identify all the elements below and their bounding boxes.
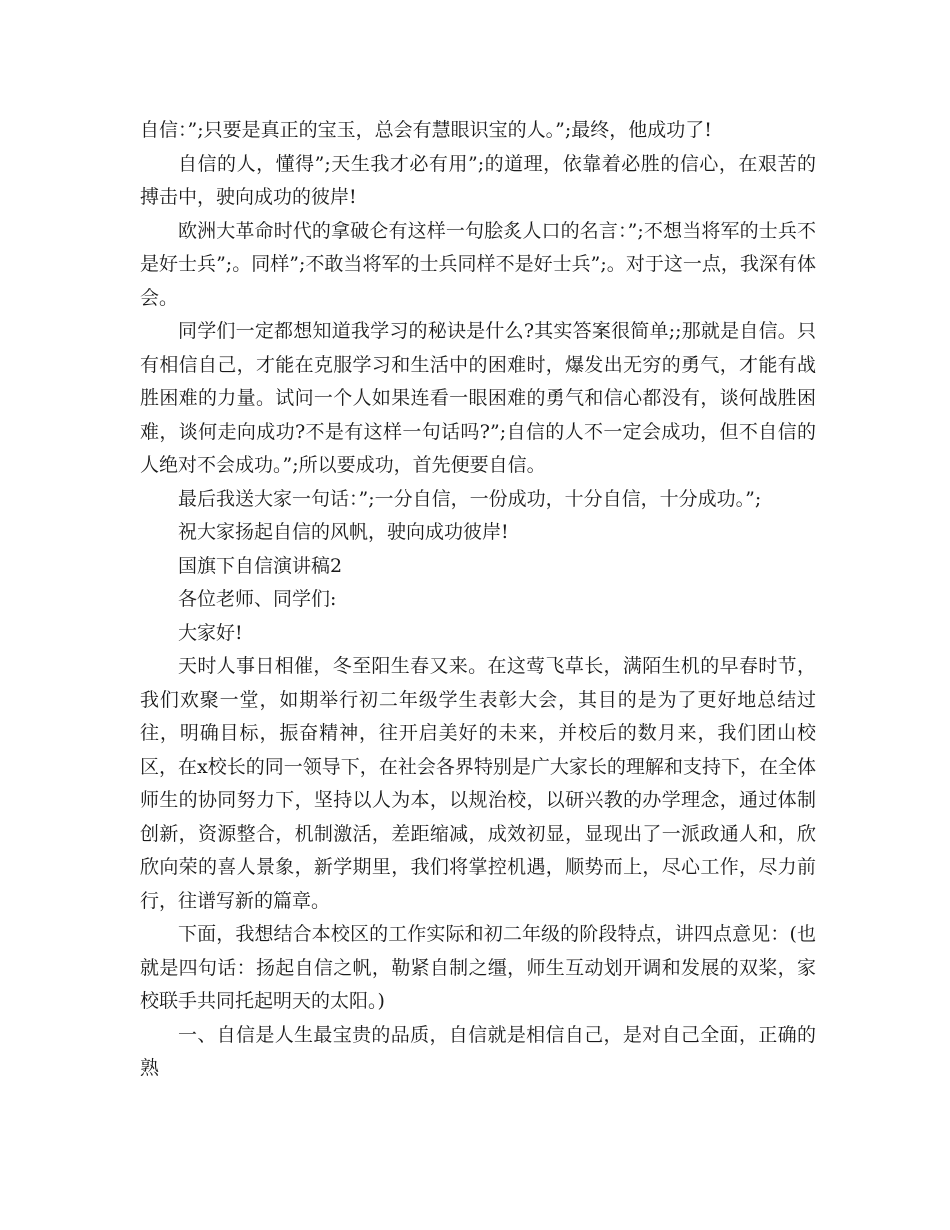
salutation: 各位老师、同学们: [178, 588, 337, 610]
paragraph-1: 自信：”;只要是真正的宝玉，总会有慧眼识宝的人。”;最终，他成功了! [140, 119, 712, 141]
paragraph-12: 一、自信是人生最宝贵的品质，自信就是相信自己，是对自己全面，正确的熟 [140, 1023, 816, 1079]
paragraph-4: 同学们一定都想知道我学习的秘诀是什么?其实答案很简单;;那就是自信。只有相信自己，才能在克服学习和生活中的困难时，爆发出无穷的勇气，才能有战胜困难的力量。试问一个人如果连看一眼困难的勇气和信心都没有，谈何战胜困难，谈何走向成功?不是有这样一句话吗?”;自信的人不一定会成功，但不自信的人绝对不会成功。”;所以要成功，首先便要自信。 [140, 320, 816, 476]
paragraph-5: 最后我送大家一句话：”;一分自信，一份成功，十分自信，十分成功。”; [178, 487, 762, 510]
paragraph-2: 自信的人，懂得”;天生我才必有用”;的道理，依靠着必胜的信心，在艰苦的搏击中，驶向成功的彼岸! [140, 152, 816, 208]
paragraph-10: 天时人事日相催，冬至阳生春又来。在这莺飞草长，满陌生机的早春时节，我们欢聚一堂，如期举行初二年级学生表彰大会，其目的是为了更好地总结过往，明确目标，振奋精神，往开启美好的未来，并校后的数月来，我们团山校区，在x校长的同一领导下，在社会各界特别是广大家长的理解和支持下，在全体师生的协同努力下，坚持以人为本，以规治校，以研兴教的办学理念，通过体制创新，资源整合，机制激活，差距缩减，成效初显，显现出了一派政通人和，欣欣向荣的喜人景象，新学期里，我们将掌控机遇，顺势而上，尽心工作，尽力前行，往谱写新的篇章。 [140, 655, 816, 912]
paragraph-11: 下面，我想结合本校区的工作实际和初二年级的阶段特点，讲四点意见：(也就是四句话：扬起自信之帆，勒紧自制之缰，师生互动划开调和发展的双桨，家校联手共同托起明天的太阳。) [140, 923, 816, 1012]
paragraph-3: 欧洲大革命时代的拿破仑有这样一句脍炙人口的名言：”;不想当将军的士兵不是好士兵”;。同样”;不敢当将军的士兵同样不是好士兵”;。对于这一点，我深有体会。 [140, 219, 816, 309]
paragraph-6: 祝大家扬起自信的风帆，驶向成功彼岸! [178, 521, 509, 543]
greeting: 大家好! [178, 621, 243, 644]
section-heading: 国旗下自信演讲稿2 [178, 554, 343, 577]
document-body [140, 114, 816, 1086]
